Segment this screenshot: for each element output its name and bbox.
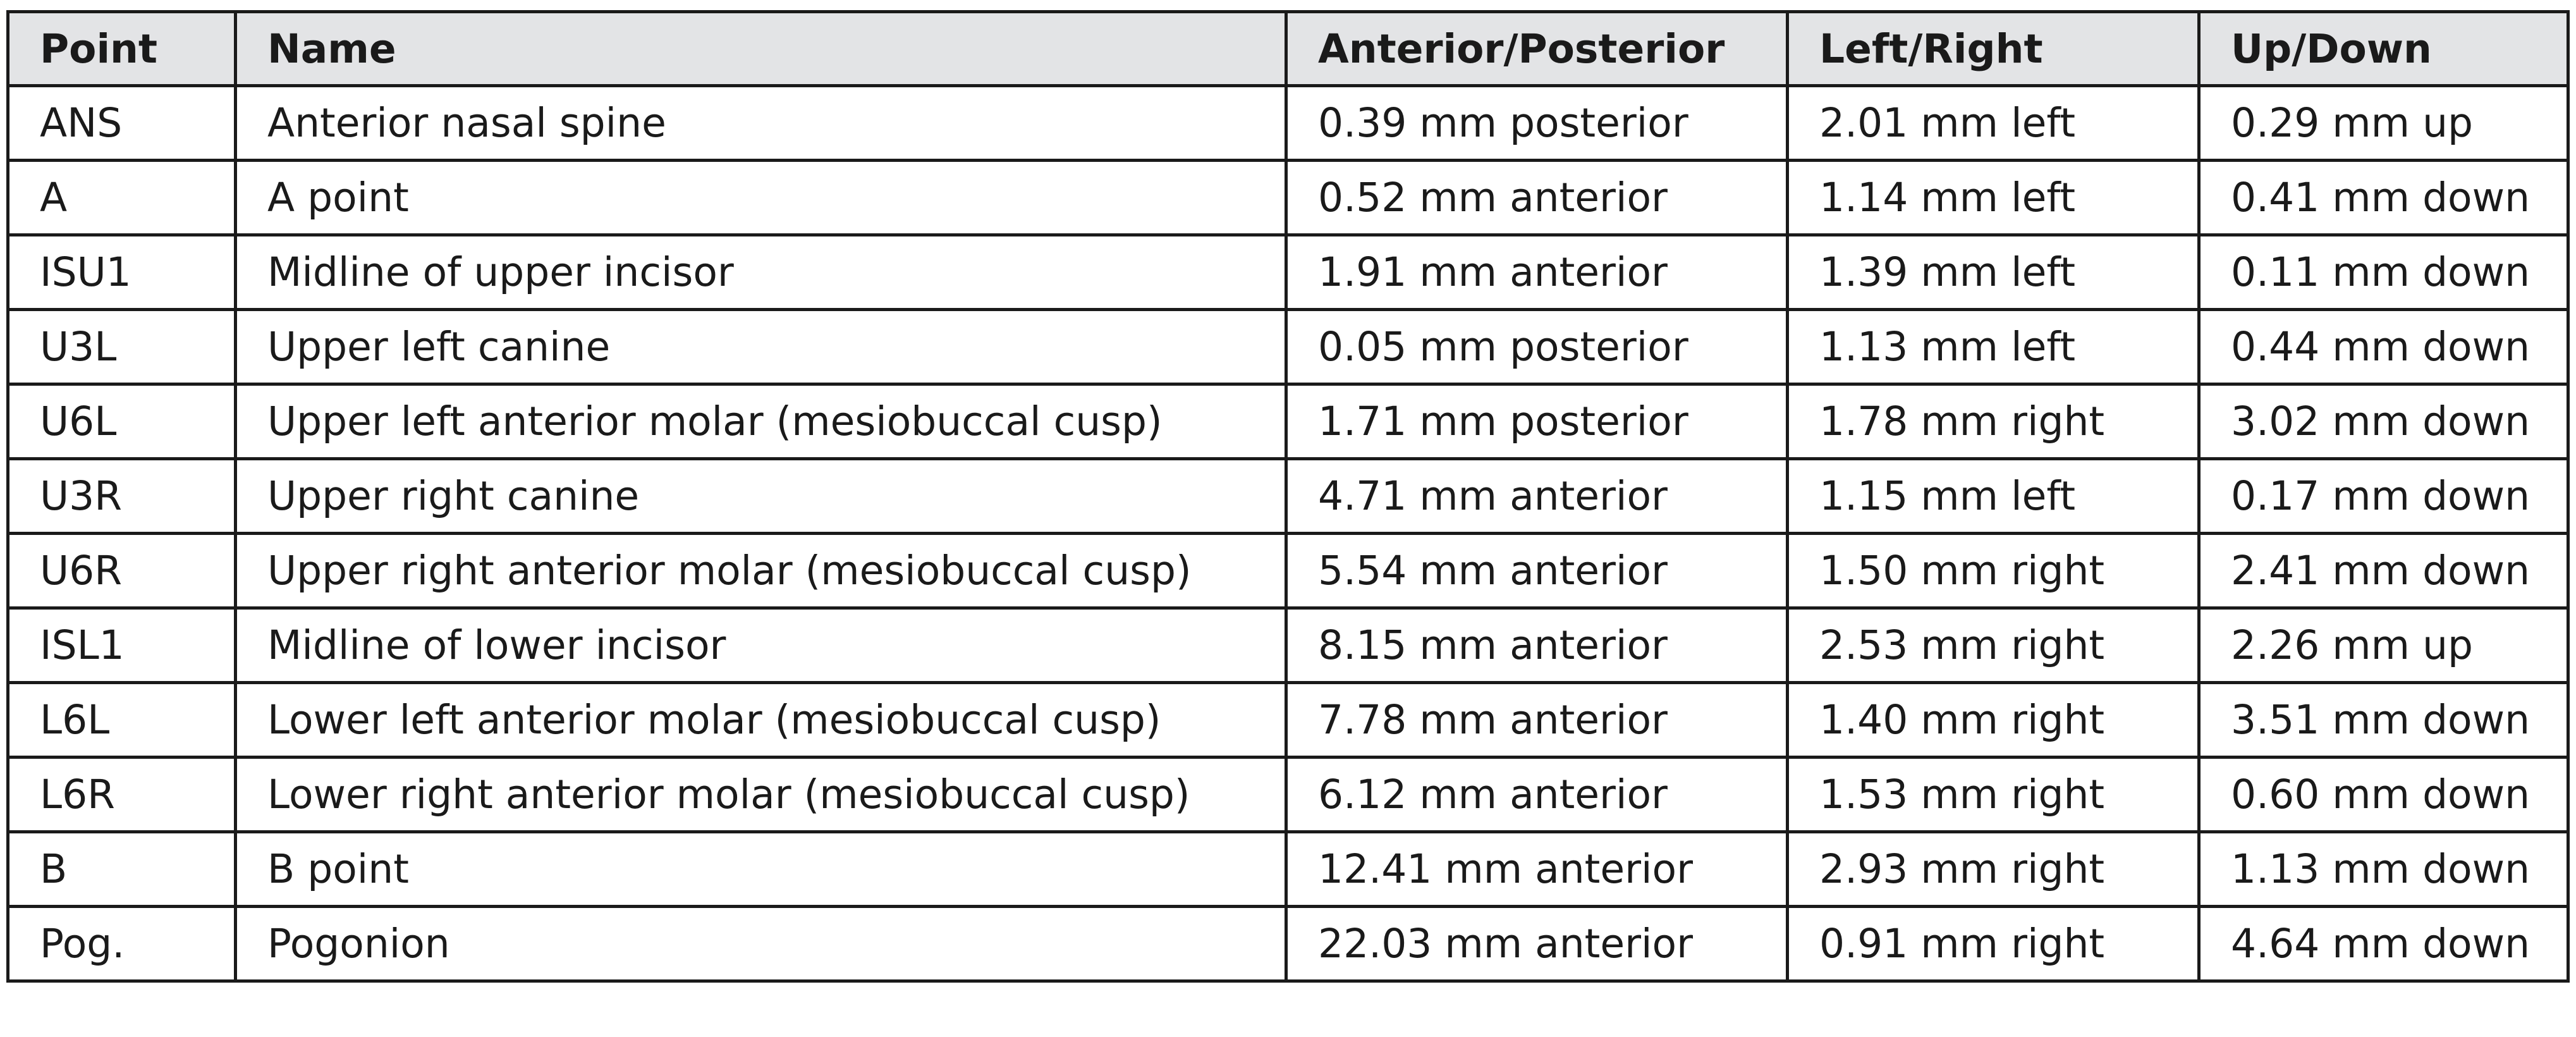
cell-up-down: 0.41 mm down <box>2199 161 2568 235</box>
table-row <box>8 86 2568 161</box>
cell-anterior-posterior: 6.12 mm anterior <box>1286 758 1788 832</box>
cell-point: L6R <box>8 758 236 832</box>
cell-name: Midline of upper incisor <box>236 235 1286 310</box>
header-point: Point <box>8 12 236 86</box>
cell-name: B point <box>236 832 1286 907</box>
table-row <box>8 534 2568 608</box>
table-row <box>8 758 2568 832</box>
cell-point: Pog. <box>8 907 236 981</box>
header-name: Name <box>236 12 1286 86</box>
cell-left-right: 0.91 mm right <box>1788 907 2199 981</box>
cell-point: U6R <box>8 534 236 608</box>
cell-left-right: 1.14 mm left <box>1788 161 2199 235</box>
cell-name: Anterior nasal spine <box>236 86 1286 161</box>
cell-point: ANS <box>8 86 236 161</box>
cell-name: Lower right anterior molar (mesiobuccal cusp) <box>236 758 1286 832</box>
header-left-right: Left/Right <box>1788 12 2199 86</box>
table-row <box>8 384 2568 459</box>
cell-left-right: 1.40 mm right <box>1788 683 2199 758</box>
table-row <box>8 459 2568 534</box>
table-row <box>8 608 2568 683</box>
cell-left-right: 1.39 mm left <box>1788 235 2199 310</box>
table-row <box>8 832 2568 907</box>
cell-anterior-posterior: 1.71 mm posterior <box>1286 384 1788 459</box>
cell-anterior-posterior: 12.41 mm anterior <box>1286 832 1788 907</box>
cell-name: Upper right canine <box>236 459 1286 534</box>
cell-name: Upper left anterior molar (mesiobuccal cusp) <box>236 384 1286 459</box>
cell-point: L6L <box>8 683 236 758</box>
cell-left-right: 1.15 mm left <box>1788 459 2199 534</box>
cell-left-right: 1.50 mm right <box>1788 534 2199 608</box>
cell-anterior-posterior: 0.05 mm posterior <box>1286 310 1788 384</box>
cell-name: Upper left canine <box>236 310 1286 384</box>
cell-left-right: 1.13 mm left <box>1788 310 2199 384</box>
landmark-displacement-table-container <box>6 10 2567 983</box>
cell-left-right: 2.93 mm right <box>1788 832 2199 907</box>
cell-anterior-posterior: 0.52 mm anterior <box>1286 161 1788 235</box>
table-row <box>8 310 2568 384</box>
cell-up-down: 0.11 mm down <box>2199 235 2568 310</box>
cell-up-down: 0.44 mm down <box>2199 310 2568 384</box>
cell-up-down: 3.02 mm down <box>2199 384 2568 459</box>
cell-anterior-posterior: 0.39 mm posterior <box>1286 86 1788 161</box>
table-row <box>8 235 2568 310</box>
cell-left-right: 2.01 mm left <box>1788 86 2199 161</box>
cell-name: Upper right anterior molar (mesiobuccal cusp) <box>236 534 1286 608</box>
cell-name: A point <box>236 161 1286 235</box>
cell-anterior-posterior: 1.91 mm anterior <box>1286 235 1788 310</box>
cell-up-down: 2.26 mm up <box>2199 608 2568 683</box>
cell-point: U3L <box>8 310 236 384</box>
cell-left-right: 1.53 mm right <box>1788 758 2199 832</box>
cell-up-down: 0.29 mm up <box>2199 86 2568 161</box>
cell-anterior-posterior: 4.71 mm anterior <box>1286 459 1788 534</box>
cell-point: A <box>8 161 236 235</box>
cell-point: ISL1 <box>8 608 236 683</box>
cell-up-down: 3.51 mm down <box>2199 683 2568 758</box>
landmark-displacement-table <box>6 10 2570 983</box>
cell-anterior-posterior: 7.78 mm anterior <box>1286 683 1788 758</box>
cell-point: U6L <box>8 384 236 459</box>
cell-up-down: 0.60 mm down <box>2199 758 2568 832</box>
cell-up-down: 0.17 mm down <box>2199 459 2568 534</box>
cell-left-right: 1.78 mm right <box>1788 384 2199 459</box>
cell-point: ISU1 <box>8 235 236 310</box>
cell-up-down: 4.64 mm down <box>2199 907 2568 981</box>
header-up-down: Up/Down <box>2199 12 2568 86</box>
cell-anterior-posterior: 5.54 mm anterior <box>1286 534 1788 608</box>
cell-point: U3R <box>8 459 236 534</box>
cell-anterior-posterior: 8.15 mm anterior <box>1286 608 1788 683</box>
cell-up-down: 1.13 mm down <box>2199 832 2568 907</box>
table-row <box>8 161 2568 235</box>
cell-name: Pogonion <box>236 907 1286 981</box>
table-row <box>8 683 2568 758</box>
cell-point: B <box>8 832 236 907</box>
cell-left-right: 2.53 mm right <box>1788 608 2199 683</box>
cell-up-down: 2.41 mm down <box>2199 534 2568 608</box>
cell-name: Midline of lower incisor <box>236 608 1286 683</box>
header-anterior-posterior: Anterior/Posterior <box>1286 12 1788 86</box>
cell-anterior-posterior: 22.03 mm anterior <box>1286 907 1788 981</box>
cell-name: Lower left anterior molar (mesiobuccal cusp) <box>236 683 1286 758</box>
table-header-row <box>8 12 2568 86</box>
table-row <box>8 907 2568 981</box>
